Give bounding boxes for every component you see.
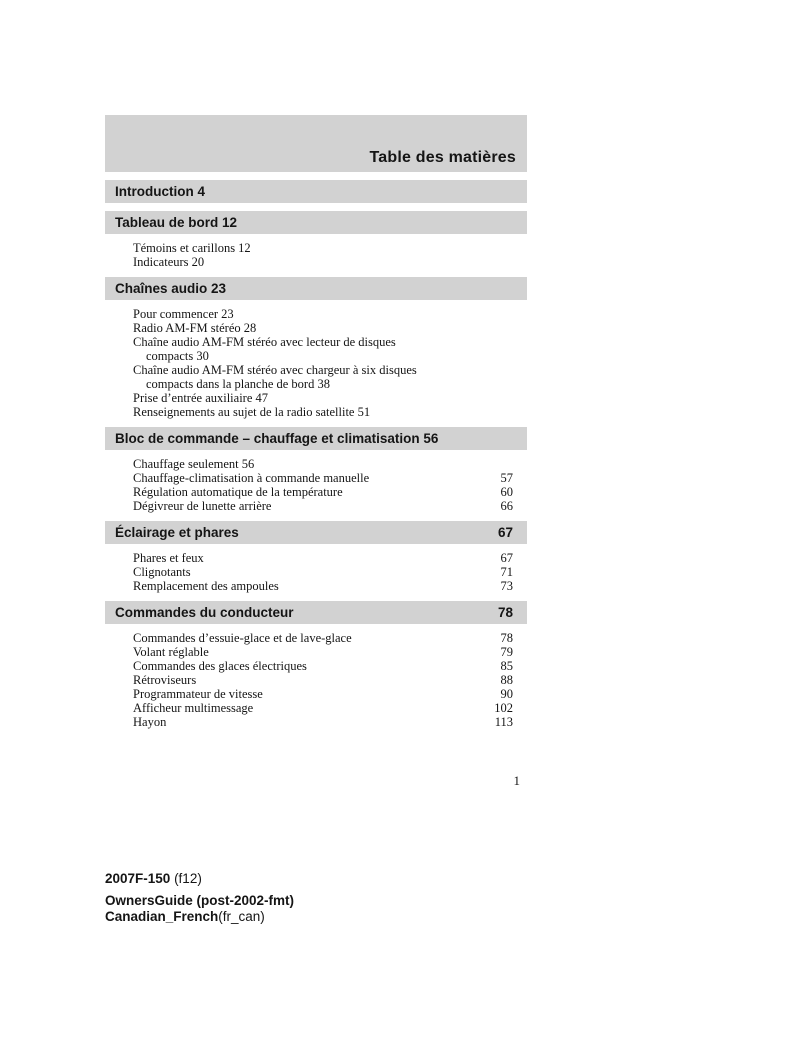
section-page: 67 <box>497 525 513 540</box>
toc-entry-label: Chaîne audio AM-FM stéréo avec lecteur de disques <box>133 335 396 349</box>
toc-entry-page: 102 <box>494 701 513 715</box>
toc-entry <box>133 457 513 471</box>
toc-entry <box>133 645 513 659</box>
toc-entry-page: 67 <box>500 551 513 565</box>
footer-model-bold: 2007F-150 <box>105 871 171 886</box>
toc-entry <box>133 673 513 687</box>
toc-entry-label: Phares et feux <box>133 551 204 565</box>
toc-entry-label: Rétroviseurs <box>133 673 197 687</box>
toc-header <box>105 115 527 172</box>
toc-entry-label: Radio AM-FM stéréo 28 <box>133 321 257 335</box>
toc-entry <box>133 335 513 349</box>
footer-line-guide <box>105 893 294 909</box>
footer <box>105 871 294 925</box>
section-label: Introduction 4 <box>115 184 205 199</box>
toc-entry-continuation <box>133 349 513 363</box>
toc-entry-label: Afficheur multimessage <box>133 701 254 715</box>
toc-items-tableau-de-bord <box>133 241 513 269</box>
toc-entry <box>133 241 513 255</box>
toc-entry <box>133 551 513 565</box>
toc-entry-label: Chauffage-climatisation à commande manuelle <box>133 471 370 485</box>
toc-entry-label: Commandes des glaces électriques <box>133 659 307 673</box>
toc-entry-page: 78 <box>500 631 513 645</box>
toc-entry <box>133 631 513 645</box>
toc-entry-label: Prise d’entrée auxiliaire 47 <box>133 391 269 405</box>
toc-entry-label: Hayon <box>133 715 167 729</box>
section-label: Chaînes audio 23 <box>115 281 227 296</box>
footer-language-code: (fr_can) <box>218 909 265 924</box>
toc-entry-label: Renseignements au sujet de la radio satellite 51 <box>133 405 371 419</box>
toc-entry-page: 88 <box>500 673 513 687</box>
toc-content <box>105 115 527 789</box>
footer-line-model <box>105 871 294 887</box>
toc-entry-label: Clignotants <box>133 565 191 579</box>
section-page: 78 <box>497 605 513 620</box>
toc-entry-label: Régulation automatique de la température <box>133 485 343 499</box>
toc-entry <box>133 363 513 377</box>
toc-entry-continuation <box>133 377 513 391</box>
toc-items-commandes-conducteur <box>133 631 513 729</box>
section-header-chaines-audio <box>105 277 527 300</box>
toc-entry-page: 57 <box>500 471 513 485</box>
toc-entry-page: 66 <box>500 499 513 513</box>
section-header-commandes-conducteur <box>105 601 527 624</box>
toc-entry <box>133 659 513 673</box>
toc-entry <box>133 565 513 579</box>
toc-entry-label: Commandes d’essuie-glace et de lave-glace <box>133 631 352 645</box>
toc-entry-page: 90 <box>500 687 513 701</box>
section-label: Commandes du conducteur <box>115 605 294 620</box>
toc-entry-label: Pour commencer 23 <box>133 307 234 321</box>
toc-entry-label: Témoins et carillons 12 <box>133 241 251 255</box>
toc-entry-label: Dégivreur de lunette arrière <box>133 499 272 513</box>
toc-items-chaines-audio <box>133 307 513 419</box>
toc-entry <box>133 687 513 701</box>
toc-entry-page: 85 <box>500 659 513 673</box>
toc-entry-label: Indicateurs 20 <box>133 255 205 269</box>
toc-entry <box>133 485 513 499</box>
toc-entry <box>133 391 513 405</box>
toc-entry-label: Chauffage seulement 56 <box>133 457 255 471</box>
page-title: Table des matières <box>369 149 516 166</box>
toc-entry-label: compacts 30 <box>146 349 209 363</box>
toc-entry-page: 60 <box>500 485 513 499</box>
section-header-bloc-commande <box>105 427 527 450</box>
section-label: Bloc de commande – chauffage et climatisation 56 <box>115 431 439 446</box>
toc-entry <box>133 579 513 593</box>
toc-entry <box>133 715 513 729</box>
section-label: Éclairage et phares <box>115 525 239 540</box>
toc-entry <box>133 471 513 485</box>
toc-entry <box>133 255 513 269</box>
section-header-introduction <box>105 180 527 203</box>
toc-entry-label: Remplacement des ampoules <box>133 579 279 593</box>
toc-entry-label: Chaîne audio AM-FM stéréo avec chargeur à six disques <box>133 363 417 377</box>
footer-guide-bold: OwnersGuide (post-2002-fmt) <box>105 893 295 908</box>
footer-line-language <box>105 909 294 925</box>
toc-entry <box>133 307 513 321</box>
toc-entry <box>133 321 513 335</box>
section-label: Tableau de bord 12 <box>115 215 238 230</box>
toc-entry-page: 71 <box>500 565 513 579</box>
footer-language-bold: Canadian_French <box>105 909 219 924</box>
toc-items-bloc-commande <box>133 457 513 513</box>
toc-entry-page: 113 <box>494 715 513 729</box>
toc-entry <box>133 701 513 715</box>
page-number: 1 <box>513 773 520 788</box>
toc-entry-page: 79 <box>500 645 513 659</box>
footer-model-code: (f12) <box>170 871 202 886</box>
section-header-tableau-de-bord <box>105 211 527 234</box>
toc-entry-label: Volant réglable <box>133 645 209 659</box>
toc-entry-page: 73 <box>500 579 513 593</box>
toc-entry-label: compacts dans la planche de bord 38 <box>146 377 330 391</box>
toc-entry <box>133 405 513 419</box>
toc-items-eclairage <box>133 551 513 593</box>
toc-entry-label: Programmateur de vitesse <box>133 687 263 701</box>
section-header-eclairage <box>105 521 527 544</box>
toc-entry <box>133 499 513 513</box>
